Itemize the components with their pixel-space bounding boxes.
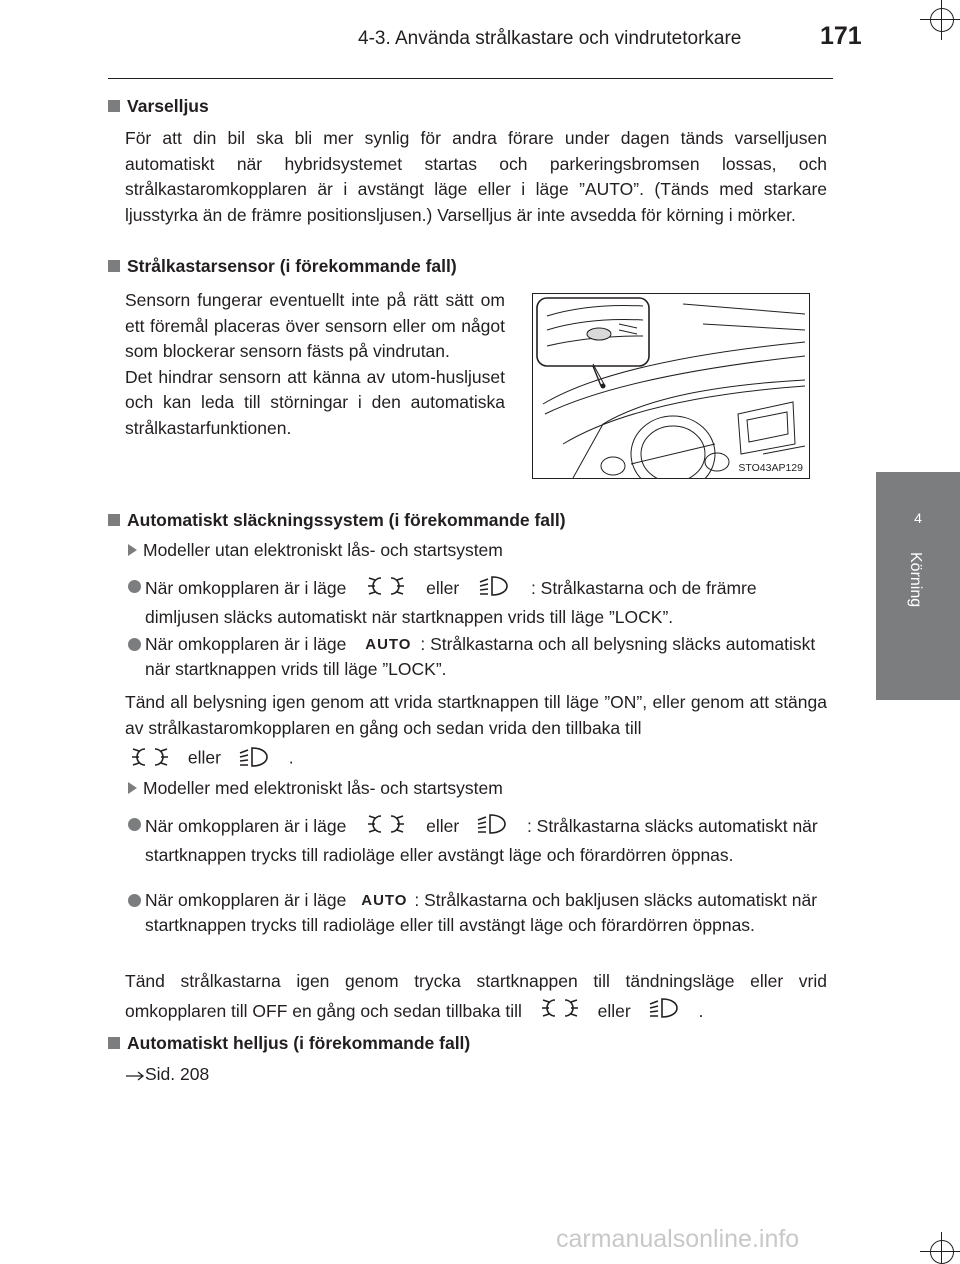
- chapter-number: 4: [914, 510, 922, 526]
- headlight-icon: [238, 745, 272, 777]
- bullet-text: : Strålkastarna och de främre dimljusen släcks automatiskt när startknappen vrids till läge ”LOCK”.: [145, 578, 757, 627]
- heading-text: Strålkastarsensor (i förekommande fall): [127, 256, 457, 276]
- subheading-with-smart-key: [128, 778, 503, 799]
- position-light-icon: [367, 812, 405, 843]
- bullet-text: När omkopplaren är i läge: [145, 816, 347, 837]
- paragraph-text: eller: [597, 1001, 631, 1022]
- headlight-icon: [478, 574, 512, 605]
- bullet-item-3: [108, 812, 828, 868]
- heading-text: Automatiskt helljus (i förekommande fall): [127, 1033, 471, 1053]
- arrow-reference-icon: [125, 1065, 145, 1086]
- subheading-text: Modeller med elektroniskt lås- och startsystem: [143, 778, 503, 798]
- bullet-text: När omkopplaren är i läge: [145, 634, 347, 654]
- auto-off-paragraph-1: [125, 690, 827, 777]
- round-bullet-icon: [128, 580, 141, 593]
- bullet-text: eller: [426, 816, 460, 837]
- subheading-text: Modeller utan elektroniskt lås- och startsystem: [143, 540, 503, 560]
- square-bullet-icon: [108, 1037, 120, 1049]
- round-bullet-icon: [128, 894, 141, 907]
- sensor-body: [125, 288, 505, 441]
- triangle-bullet-icon: [128, 782, 137, 794]
- auto-mode-icon: AUTO: [361, 892, 408, 909]
- chapter-label: Körning: [907, 552, 924, 608]
- square-bullet-icon: [108, 100, 120, 112]
- page-number: 171: [820, 22, 862, 50]
- bullet-text: När omkopplaren är i läge: [145, 578, 347, 599]
- subheading-without-smart-key: [128, 540, 503, 561]
- varselljus-body: För att din bil ska bli mer synlig för andra förare under dagen tänds varselljusen automatiskt när hybridsystemet startas och parkeringsbromsen lossas, och strålkastaromkopplaren är i avstängt läge eller i läge ”AUTO”. (Tänds med starkare ljusstyrka än de främre positionsljusen.) Varselljus är inte avsedda för körning i mörker.: [125, 128, 827, 225]
- paragraph-text: Tänd strålkastarna igen genom trycka startknappen till tändningsläge eller vrid omkopplaren till OFF en gång och sedan tillbaka till: [125, 971, 827, 1022]
- page-reference-link[interactable]: Sid. 208: [145, 1064, 210, 1084]
- bullet-text: När omkopplaren är i läge: [145, 890, 347, 910]
- sensor-body-1: Sensorn fungerar eventuellt inte på rätt sätt om ett föremål placeras över sensorn eller om något som blockerar sensorn fästs på vindrutan.: [125, 290, 505, 361]
- section-header-title: 4-3. Använda strålkastare och vindrutetorkare: [358, 28, 742, 49]
- page-reference: [125, 1064, 209, 1086]
- heading-text: Automatiskt släckningssystem (i förekommande fall): [127, 510, 566, 530]
- headlight-icon: [648, 996, 682, 1029]
- position-light-icon: [367, 574, 405, 605]
- heading-sensor: [108, 256, 457, 277]
- triangle-bullet-icon: [128, 544, 137, 556]
- square-bullet-icon: [108, 260, 120, 272]
- heading-text: Varselljus: [127, 96, 209, 116]
- bullet-text: eller: [426, 578, 460, 599]
- bullet-item-2: [108, 632, 828, 682]
- bullet-item-1: [108, 574, 828, 630]
- bullet-text: : Strålkastarna och all belysning släcks automatiskt när startknappen vrids till läge ”LOCK”.: [145, 634, 816, 679]
- bullet-text: : Strålkastarna och bakljusen släcks automatiskt när startknappen trycks till radioläge eller till avstängt läge och förardörren öppnas.: [145, 890, 818, 935]
- dashboard-illustration: [533, 294, 809, 478]
- round-bullet-icon: [128, 638, 141, 651]
- chapter-tab: [876, 472, 960, 700]
- paragraph-text: Tänd all belysning igen genom att vrida startknappen till läge ”ON”, eller genom att stänga av strålkastaromkopplaren en gång och sedan vrida den tillbaka till: [125, 692, 827, 738]
- bullet-text: : Strålkastarna släcks automatiskt när startknappen trycks till radioläge eller avstängt läge och förardörren öppnas.: [145, 816, 818, 865]
- position-light-icon: [131, 745, 169, 777]
- auto-off-paragraph-2: [125, 966, 827, 1029]
- round-bullet-icon: [128, 818, 141, 831]
- heading-varselljus: [108, 96, 209, 117]
- heading-auto-off: [108, 510, 566, 531]
- figure-code: STO43AP129: [738, 462, 803, 474]
- paragraph-text: .: [698, 1001, 704, 1022]
- square-bullet-icon: [108, 514, 120, 526]
- paragraph-text: eller: [187, 747, 221, 768]
- auto-mode-icon: AUTO: [365, 636, 412, 653]
- sensor-location-dot: [601, 384, 606, 389]
- paragraph-text: .: [288, 747, 294, 768]
- headlight-icon: [476, 812, 510, 843]
- header-rule: [108, 78, 833, 79]
- sensor-body-2: Det hindrar sensorn att känna av utom-husljuset och kan leda till störningar i den automatiska strålkastarfunktionen.: [125, 366, 505, 438]
- heading-high-beam: [108, 1033, 470, 1054]
- bullet-item-4: [108, 888, 828, 938]
- position-light-icon: [541, 996, 579, 1029]
- watermark: carmanualsonline.info: [556, 1225, 800, 1253]
- dashboard-sensor-figure: [532, 293, 810, 479]
